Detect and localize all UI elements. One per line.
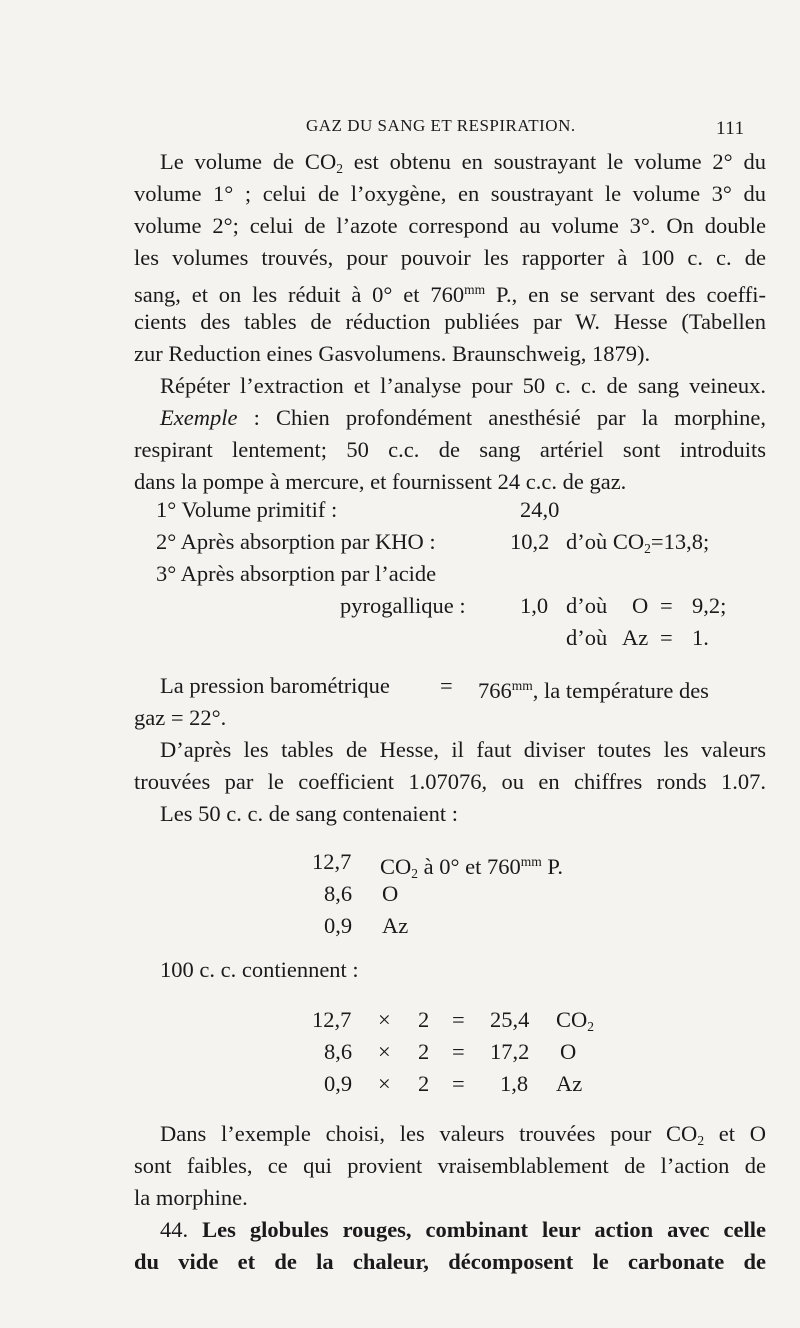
calc-a: 0,9 <box>324 1071 353 1096</box>
list-item-gas: $CO_2$ à 0° et $760^{mm}$ P. <box>380 854 564 881</box>
para1-line4: les volumes trouvés, pour pouvoir les rapporter à 100 c. c. de <box>134 245 766 270</box>
running-title: GAZ DU SANG ET RESPIRATION. <box>306 116 576 135</box>
analysis-row4-d: d’où <box>566 593 608 618</box>
para2-line1: Répéter l’extraction et l’analyse pour 50 c. c. de sang veineux. <box>160 373 766 398</box>
analysis-row5-d: d’où <box>566 625 608 650</box>
calc-b: 2 <box>418 1039 430 1064</box>
para1-line6: cients des tables de réduction publiées par W. Hesse (Tabellen <box>134 309 766 334</box>
list-item-gas: Az <box>382 913 409 938</box>
list-item-value: 12,7 <box>312 849 352 874</box>
para3-line2: respirant lentement; 50 c.c. de sang artériel sont introduits <box>134 437 766 462</box>
para5-line3: Les 50 c. c. de sang contenaient : <box>160 801 459 826</box>
analysis-row4-eq: = <box>660 593 673 618</box>
analysis-row1-label: 1° Volume primitif : <box>156 497 338 522</box>
calc-res: 1,8 <box>500 1071 529 1096</box>
calc-gas: $CO_2$ <box>556 1007 595 1034</box>
calc-res: 17,2 <box>490 1039 530 1064</box>
analysis-row4-label: pyrogallique : <box>340 593 466 618</box>
calc-eq: = <box>452 1071 465 1096</box>
list-item-gas: O <box>382 881 399 906</box>
calc-gas: O <box>560 1039 577 1064</box>
analysis-row2-value: 10,2 <box>510 529 550 554</box>
calc-a: 8,6 <box>324 1039 353 1064</box>
calc-op: × <box>378 1039 391 1064</box>
calc-eq: = <box>452 1039 465 1064</box>
para4-line2: gaz = 22°. <box>134 705 227 730</box>
para6-line1: Dans l’exemple choisi, les valeurs trouvées pour $CO_2$ et O <box>160 1121 766 1148</box>
analysis-row5-eq: = <box>660 625 673 650</box>
para7-line2: du vide et de la chaleur, décomposent le carbonate de <box>134 1249 766 1274</box>
analysis-row5-gas: Az <box>622 625 649 650</box>
para3-line1: Exemple : Chien profondément anesthésié par la morphine, <box>160 405 766 430</box>
list-item-value: 8,6 <box>324 881 353 906</box>
list-item-value: 0,9 <box>324 913 353 938</box>
analysis-row1-value: 24,0 <box>520 497 560 522</box>
analysis-row3-label: 3° Après absorption par l’acide <box>156 561 437 586</box>
calc-res: 25,4 <box>490 1007 530 1032</box>
para5-line1: D’après les tables de Hesse, il faut diviser toutes les valeurs <box>160 737 766 762</box>
para1-line3: volume 2°; celui de l’azote correspond au volume 3°. On double <box>134 213 766 238</box>
para1-line2: volume 1° ; celui de l’oxygène, en soustrayant le volume 3° du <box>134 181 766 206</box>
para6-line3: la morphine. <box>134 1185 248 1210</box>
analysis-row5-res: 1. <box>692 625 709 650</box>
analysis-row4-gas: O <box>632 593 649 618</box>
running-header <box>0 112 800 140</box>
para3-line3: dans la pompe à mercure, et fournissent 24 c.c. de gaz. <box>134 469 627 494</box>
calc-b: 2 <box>418 1071 430 1096</box>
calc-b: 2 <box>418 1007 430 1032</box>
analysis-row2-label: 2° Après absorption par KHO : <box>156 529 436 554</box>
calc-op: × <box>378 1071 391 1096</box>
para1-line1: Le volume de $CO_2$ est obtenu en soustrayant le volume 2° du <box>160 149 766 176</box>
para4-line1: La pression barométrique = $766^{mm}$, la température des <box>160 673 709 703</box>
para6-line2: sont faibles, ce qui provient vraisemblablement de l’action de <box>134 1153 766 1178</box>
para7-line1: 44. Les globules rouges, combinant leur action avec celle <box>160 1217 766 1242</box>
label-100cc: 100 c. c. contiennent : <box>160 957 359 982</box>
page-number: 111 <box>716 118 745 139</box>
calc-eq: = <box>452 1007 465 1032</box>
analysis-row4-res: 9,2; <box>692 593 727 618</box>
analysis-row4-value: 1,0 <box>520 593 549 618</box>
calc-gas: Az <box>556 1071 583 1096</box>
analysis-row2-result: d’où $CO_2=13,8$; <box>566 529 710 556</box>
calc-op: × <box>378 1007 391 1032</box>
para1-line5: sang, et on les réduit à 0° et $760^{mm}$ P., en se servant des coeffi- <box>134 282 766 307</box>
calc-a: 12,7 <box>312 1007 352 1032</box>
para1-line7: zur Reduction eines Gasvolumens. Braunschweig, 1879). <box>134 341 651 366</box>
para5-line2: trouvées par le coefficient 1.07076, ou en chiffres ronds 1.07. <box>134 769 766 794</box>
